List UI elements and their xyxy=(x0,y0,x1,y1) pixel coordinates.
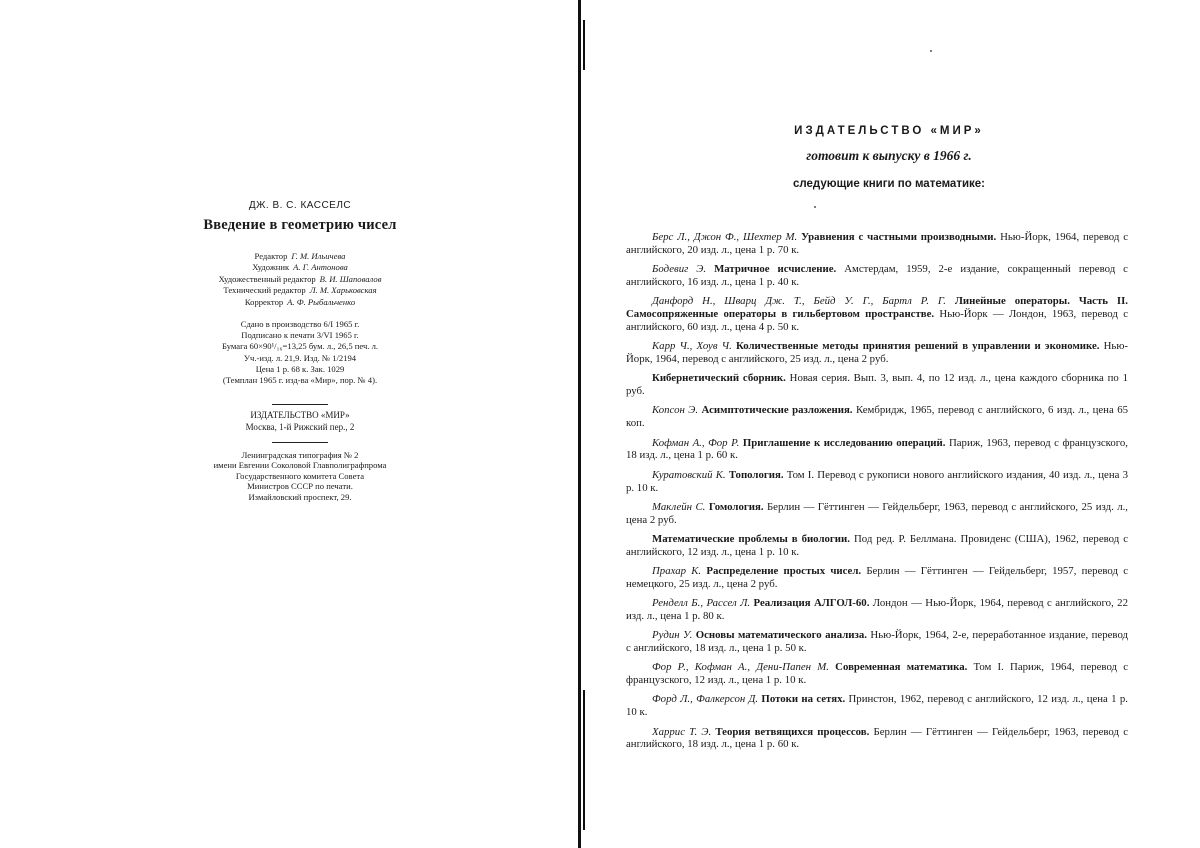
credit-row xyxy=(150,285,450,296)
book-authors: Карр Ч., Хоув Ч. xyxy=(652,340,732,353)
book-entry xyxy=(626,597,1128,623)
book-authors: Берс Л., Джон Ф., Шехтер М. xyxy=(652,231,798,243)
book-title: Приглашение к исследованию операций. xyxy=(742,436,946,449)
credit-row xyxy=(150,251,450,262)
book-entry xyxy=(626,565,1128,591)
credits-block xyxy=(150,251,450,308)
book-authors: Фор Р., Кофман А., Дени-Папен М. xyxy=(652,661,829,674)
book-authors: Данфорд Н., Шварц Дж. Т., Бейд У. Г., Бартл Р. Г. xyxy=(652,295,946,308)
book-entry xyxy=(626,437,1128,463)
book-authors: Копсон Э. xyxy=(652,404,699,417)
credit-name: А. Г. Антонова xyxy=(293,262,348,273)
book-title: Распределение простых чисел. xyxy=(706,565,862,577)
speck xyxy=(930,50,932,52)
credit-role: Художник xyxy=(252,262,290,273)
printer-block xyxy=(140,450,460,502)
book-authors: Бодевиг Э. xyxy=(652,263,707,276)
right-page xyxy=(578,0,1200,848)
book-details: Париж, 1963, перевод с французского, 18 изд. л., цена 1 р. 60 к. xyxy=(626,436,1128,462)
printer-line: Ленинградская типография № 2 xyxy=(241,450,359,460)
production-details xyxy=(150,319,450,386)
book-details: Принстон, 1962, перевод с английского, 12 изд. л., цена 1 р. 10 к. xyxy=(626,693,1128,719)
book-details: Нью-Йорк, 1964, перевод с английского, 20 изд. л., цена 1 р. 70 к. xyxy=(626,231,1129,256)
printer-line: Министров СССР по печати. xyxy=(247,481,353,492)
publisher-address: Москва, 1-й Рижский пер., 2 xyxy=(245,421,355,432)
publisher-block xyxy=(150,410,450,433)
book-entry xyxy=(626,501,1128,527)
book-authors: Форд Л., Фалкерсон Д. xyxy=(652,693,759,706)
book-entry xyxy=(626,726,1128,752)
credit-role: Корректор xyxy=(244,296,284,307)
credit-row xyxy=(150,262,450,273)
book-details: Новая серия. Вып. 3, вып. 4, по 12 изд. л., цена каждого сборника по 1 руб. xyxy=(626,372,1128,398)
credit-name: В. И. Шаповалов xyxy=(319,273,382,284)
book-entry xyxy=(626,469,1128,495)
credit-row xyxy=(150,274,450,285)
credit-role: Художественный редактор xyxy=(218,273,316,284)
book-list xyxy=(626,231,1128,758)
book-title: Количественные методы принятия решений в управлении и экономике. xyxy=(735,340,1100,353)
book-entry xyxy=(626,629,1128,655)
production-line: Цена 1 р. 68 к. Зак. 1029 xyxy=(255,363,345,374)
credit-row xyxy=(150,297,450,308)
book-details: Нью-Йорк — Лондон, 1963, перевод с английского, 60 изд. л., цена 4 р. 50 к. xyxy=(626,308,1128,334)
book-details: Том I. Париж, 1964, перевод с французского, 12 изд. л., цена 1 р. 10 к. xyxy=(626,661,1129,687)
production-line: (Темплан 1965 г. изд-ва «Мир», пор. № 4). xyxy=(222,375,378,386)
book-title: Матричное исчисление. xyxy=(714,263,837,276)
credit-role: Редактор xyxy=(254,251,288,261)
left-page xyxy=(0,0,578,848)
book-title: Реализация АЛГОЛ-60. xyxy=(753,597,870,610)
printer-line: Измайловский проспект, 29. xyxy=(248,491,352,502)
book-title: Основы математического анализа. xyxy=(695,629,867,642)
book-authors: Кофман А., Фор Р. xyxy=(652,436,740,449)
book-title: Топология. xyxy=(728,468,784,481)
book-entry xyxy=(626,231,1128,257)
book-title: Потоки на сетях. xyxy=(761,693,846,706)
book-details: Под ред. Р. Беллмана. Провиденс (США), 1962, перевод с английского, 12 изд. л., цена 1 р. 10 к. xyxy=(626,532,1129,558)
book-title: Гомология. xyxy=(708,500,764,513)
book-title: Теория ветвящихся процессов. xyxy=(715,725,870,738)
publisher-name: ИЗДАТЕЛЬСТВО «МИР» xyxy=(250,410,350,420)
book-entry xyxy=(626,404,1128,430)
book-details: Берлин — Гёттинген — Гейдельберг, 1963, перевод с английского, 25 изд. л., цена 2 руб. xyxy=(626,500,1129,526)
book-title: Введение в геометрию чисел xyxy=(203,217,397,233)
book-title: Математические проблемы в биологии. xyxy=(652,532,850,545)
book-authors: Харрис Т. Э. xyxy=(652,725,712,738)
book-details: Берлин — Гёттинген — Гейдельберг, 1963, перевод с английского, 18 изд. л., цена 1 р. 60 к. xyxy=(626,725,1128,751)
book-details: Амстердам, 1959, 2-е издание, сокращенный перевод с английского, 16 изд. л., цена 1 р. 40 к. xyxy=(626,263,1128,289)
book-entry xyxy=(626,372,1128,398)
printer-line: Государственного комитета Совета xyxy=(235,470,365,481)
announcement-heading: следующие книги по математике: xyxy=(792,178,986,190)
book-title: Линейные операторы. Часть II. Самосопряженные операторы в гильбертовом пространстве. xyxy=(626,295,1128,321)
printer-line: имени Евгении Соколовой Главполиграфпрома xyxy=(213,460,387,471)
book-details: Нью-Йорк, 1964, 2-е, переработанное издание, перевод с английского, 18 изд. л., цена 1 р. 50 к. xyxy=(626,629,1129,655)
book-entry xyxy=(626,661,1128,687)
credit-name: Л. М. Харьковская xyxy=(309,285,377,296)
book-title: Современная математика. xyxy=(835,661,968,674)
credit-role: Технический редактор xyxy=(223,285,306,296)
book-authors: Прахар К. xyxy=(652,565,702,577)
book-authors: Рудин У. xyxy=(652,629,693,642)
book-entry xyxy=(626,340,1128,366)
book-details: Нью-Йорк, 1964, перевод с английского, 25 изд. л., цена 2 руб. xyxy=(626,340,1129,366)
book-title: Асимптотические разложения. xyxy=(701,404,853,417)
book-title: Уравнения с частными производными. xyxy=(801,231,997,243)
book-details: Том I. Перевод с рукописи нового английского издания, 40 изд. л., цена 3 р. 10 к. xyxy=(626,468,1129,494)
book-details: Лондон — Нью-Йорк, 1964, перевод с английского, 22 изд. л., цена 1 р. 80 к. xyxy=(626,597,1128,623)
credit-name: Г. М. Ильичева xyxy=(291,251,346,261)
divider xyxy=(272,404,328,405)
book-entry xyxy=(626,263,1128,289)
book-entry xyxy=(626,295,1128,334)
book-entry xyxy=(626,533,1128,559)
book-entry xyxy=(626,693,1128,719)
divider xyxy=(272,442,328,443)
speck xyxy=(814,206,816,208)
book-author: ДЖ. В. С. КАССЕЛС xyxy=(248,200,352,211)
book-authors: Ренделл Б., Рассел Л. xyxy=(652,597,751,610)
announcement-publisher: ИЗДАТЕЛЬСТВО «МИР» xyxy=(794,125,984,137)
production-line: Уч.-изд. л. 21,9. Изд. № 1/2194 xyxy=(243,352,357,363)
book-details: Кембридж, 1965, перевод с английского, 6 изд. л., цена 65 коп. xyxy=(626,404,1129,430)
book-authors: Куратовский К. xyxy=(652,468,726,481)
book-title: Кибернетический сборник. xyxy=(652,372,786,385)
production-line: Подписано к печати 3/VI 1965 г. xyxy=(241,330,359,341)
credit-name: А. Ф. Рыбальченко xyxy=(287,296,356,307)
production-line: Бумага 60×90¹/₁₆=13,25 бум. л., 26,5 печ. л. xyxy=(221,341,379,352)
book-details: Берлин — Гёттинген — Гейдельберг, 1957, перевод с немецкого, 25 изд. л., цена 2 руб. xyxy=(626,565,1128,590)
book-authors: Маклейн С. xyxy=(652,500,706,513)
announcement-subtitle: готовит к выпуску в 1966 г. xyxy=(806,148,972,163)
production-line: Сдано в производство 6/I 1965 г. xyxy=(240,319,360,329)
